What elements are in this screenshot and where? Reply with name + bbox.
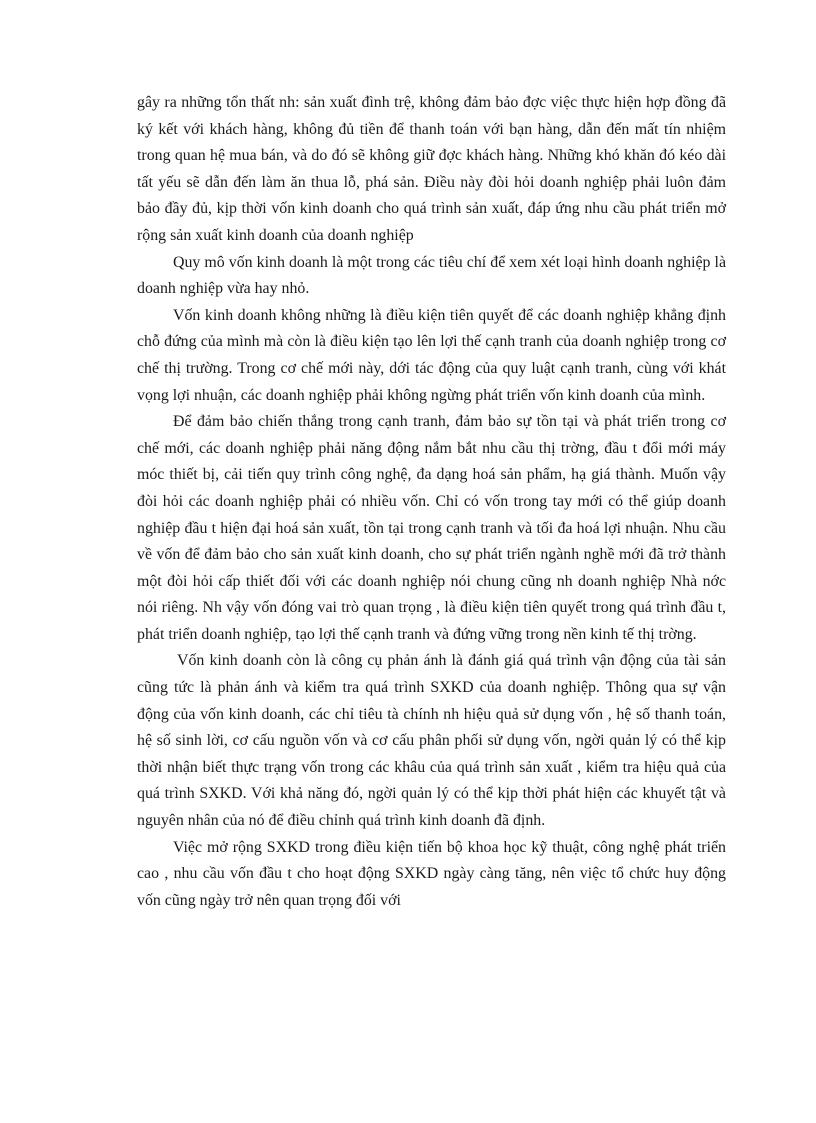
paragraph-3: Vốn kinh doanh không những là điều kiện tiên quyết để các doanh nghiệp khẳng định chỗ đứng của mình mà còn là điều kiện tạo lên lợi thế cạnh tranh của doanh nghiệp trong cơ chế thị trường. Trong cơ chế mới này, dới tác động của quy luật cạnh tranh, cùng với khát vọng lợi nhuận, các doanh nghiệp phải không ngừng phát triển vốn kinh doanh của mình. bbox=[137, 306, 726, 404]
document-page bbox=[137, 90, 726, 914]
paragraph-5: Vốn kinh doanh còn là công cụ phản ánh là đánh giá quá trình vận động của tài sản cũng tức là phản ánh và kiểm tra quá trình SXKD của doanh nghiệp. Thông qua sự vận động của vốn kinh doanh, các chỉ tiêu tà chính nh hiệu quả sử dụng vốn , hệ số thanh toán, hệ số sinh lời, cơ cấu nguồn vốn và cơ cấu phân phối sử dụng vốn, ngời quản lý có thể kịp thời nhận biết thực trạng vốn trong các khâu của quá trình sản xuất , kiểm tra hiệu quả của quá trình SXKD. Với khả năng đó, ngời quản lý có thể kịp thời phát hiện các khuyết tật và nguyên nhân của nó để điều chỉnh quá trình kinh doanh đã định. bbox=[137, 652, 726, 830]
paragraph-2: Quy mô vốn kinh doanh là một trong các tiêu chí để xem xét loại hình doanh nghiệp là doanh nghiệp vừa hay nhỏ. bbox=[137, 253, 726, 298]
paragraph-1: gây ra những tổn thất nh: sản xuất đình trệ, không đảm bảo đợc việc thực hiện hợp đồng đã ký kết với khách hàng, không đủ tiền để thanh toán với bạn hàng, dẫn đến mất tín nhiệm trong quan hệ mua bán, và do đó sẽ không giữ đợc khách hàng. Những khó khăn đó kéo dài tất yếu sẽ dẫn đến làm ăn thua lỗ, phá sản. Điều này đòi hỏi doanh nghiệp phải luôn đảm bảo đầy đủ, kịp thời vốn kinh doanh cho quá trình sản xuất, đáp ứng nhu cầu phát triển mở rộng sản xuất kinh doanh của doanh nghiệp bbox=[137, 94, 726, 244]
paragraph-4: Để đảm bảo chiến thắng trong cạnh tranh, đảm bảo sự tồn tại và phát triển trong cơ chế mới, các doanh nghiệp phải năng động nắm bắt nhu cầu thị trờng, đầu t đổi mới máy móc thiết bị, cải tiến quy trình công nghệ, đa dạng hoá sản phẩm, hạ giá thành. Muốn vậy đòi hỏi các doanh nghiệp phải có nhiều vốn. Chỉ có vốn trong tay mới có thể giúp doanh nghiệp đầu t hiện đại hoá sản xuất, tồn tại trong cạnh tranh và tối đa hoá lợi nhuận. Nhu cầu về vốn để đảm bảo cho sản xuất kinh doanh, cho sự phát triển ngành nghề mới đã trở thành một đòi hỏi cấp thiết đối với các doanh nghiệp nói chung cũng nh doanh nghiệp Nhà nớc nói riêng. Nh vậy vốn đóng vai trò quan trọng , là điều kiện tiên quyết trong quá trình đầu t, phát triển doanh nghiệp, tạo lợi thế cạnh tranh và đứng vững trong nền kinh tế thị trờng. bbox=[137, 413, 726, 643]
paragraph-6: Việc mở rộng SXKD trong điều kiện tiến bộ khoa học kỹ thuật, công nghệ phát triển cao , nhu cầu vốn đầu t cho hoạt động SXKD ngày càng tăng, nên việc tổ chức huy động vốn cũng ngày trở nên quan trọng đối với bbox=[137, 838, 726, 909]
